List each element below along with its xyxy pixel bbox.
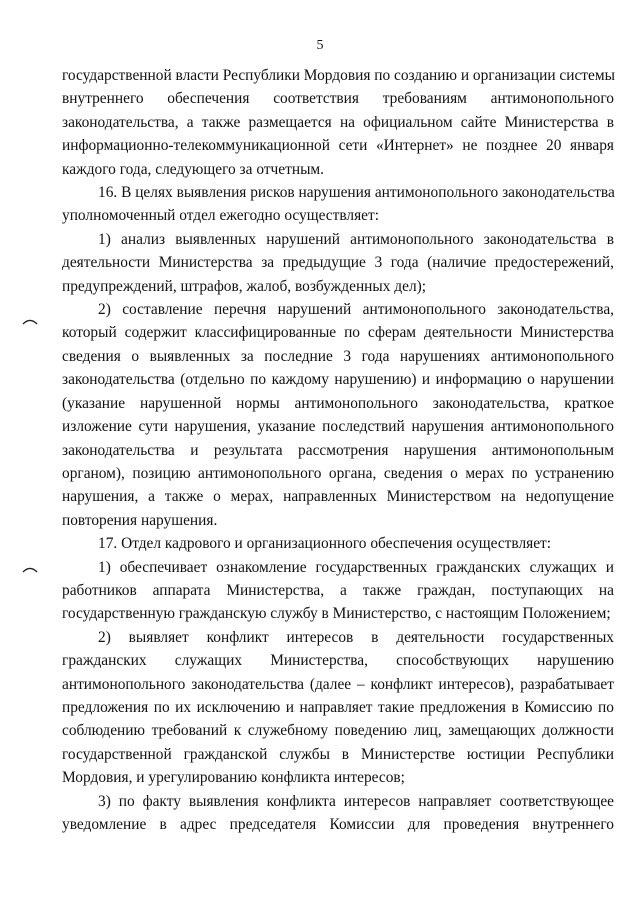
text-line: повторения нарушения.	[62, 511, 218, 529]
text-line: сведения о выявленных за последние 3 года нарушениях антимонопольного	[62, 347, 614, 365]
text-line: 1) обеспечивает ознакомление государственных гражданских служащих и	[98, 558, 614, 576]
text-line: государственной власти Республики Мордовия по созданию и организации системы	[62, 67, 615, 84]
margin-arc-mark-icon	[22, 564, 38, 574]
text-line: нарушения, а также о мерах, направленных Министерством на недопущение	[62, 488, 614, 506]
text-line: информационно-телекоммуникационной сети «Интернет» не позднее 20 января	[62, 137, 614, 155]
text-line: уведомление в адрес председателя Комиссии для проведения внутреннего	[62, 816, 614, 833]
text-line: деятельности Министерства за предыдущие 3 года (наличие предостережений,	[62, 254, 614, 272]
text-line: 2) выявляет конфликт интересов в деятельности государственных	[98, 628, 614, 646]
text-line: Мордовия, и урегулированию конфликта интересов;	[62, 769, 405, 787]
text-line: уполномоченный отдел ежегодно осуществляет:	[62, 207, 380, 225]
text-line: 16. В целях выявления рисков нарушения антимонопольного законодательства	[98, 184, 615, 202]
text-line: предложения по их исключению и направляет такие предложения в Комиссию по	[62, 698, 614, 716]
text-line: законодательства (отдельно по каждому нарушению) и информацию о нарушении	[62, 371, 614, 389]
text-line: соблюдению требований к служебному поведению лиц, замещающих должности	[62, 722, 614, 740]
page-number: 5	[316, 38, 324, 53]
text-line: законодательства, а также размещается на официальном сайте Министерства в	[62, 113, 614, 131]
document-body	[62, 64, 614, 836]
text-line: государственной гражданской службы в Министерстве юстиции Республики	[62, 745, 614, 763]
text-line: предупреждений, штрафов, жалоб, возбужденных дел);	[62, 277, 427, 295]
text-line: 1) анализ выявленных нарушений антимонопольного законодательства в	[98, 230, 614, 248]
text-line: (указание нарушенной нормы антимонопольного законодательства, краткое	[62, 394, 614, 412]
text-line: 17. Отдел кадрового и организационного обеспечения осуществляет:	[98, 535, 552, 553]
text-line: законодательства и результата рассмотрения нарушения антимонопольным	[62, 441, 614, 459]
text-line: органом), позицию антимонопольного органа, сведения о мерах по устранению	[62, 464, 614, 482]
text-line: изложение сути нарушения, указание последствий нарушения антимонопольного	[62, 418, 614, 436]
text-line: гражданских служащих Министерства, способствующих нарушению	[62, 652, 614, 670]
margin-arc-mark-icon	[22, 316, 38, 326]
text-line: антимонопольного законодательства (далее – конфликт интересов), разрабатывает	[62, 675, 614, 693]
text-line: внутреннего обеспечения соответствия требованиям антимонопольного	[62, 90, 614, 108]
text-line: 3) по факту выявления конфликта интересов направляет соответствующее	[98, 792, 614, 810]
text-line: государственную гражданскую службу в Министерство, с настоящим Положением;	[62, 605, 611, 623]
text-line: работников аппарата Министерства, а также граждан, поступающих на	[62, 581, 614, 599]
text-line: 2) составление перечня нарушений антимонопольного законодательства,	[98, 301, 614, 319]
text-line: каждого года, следующего за отчетным.	[62, 160, 325, 178]
text-line: который содержит классифицированные по сферам деятельности Министерства	[62, 324, 614, 342]
